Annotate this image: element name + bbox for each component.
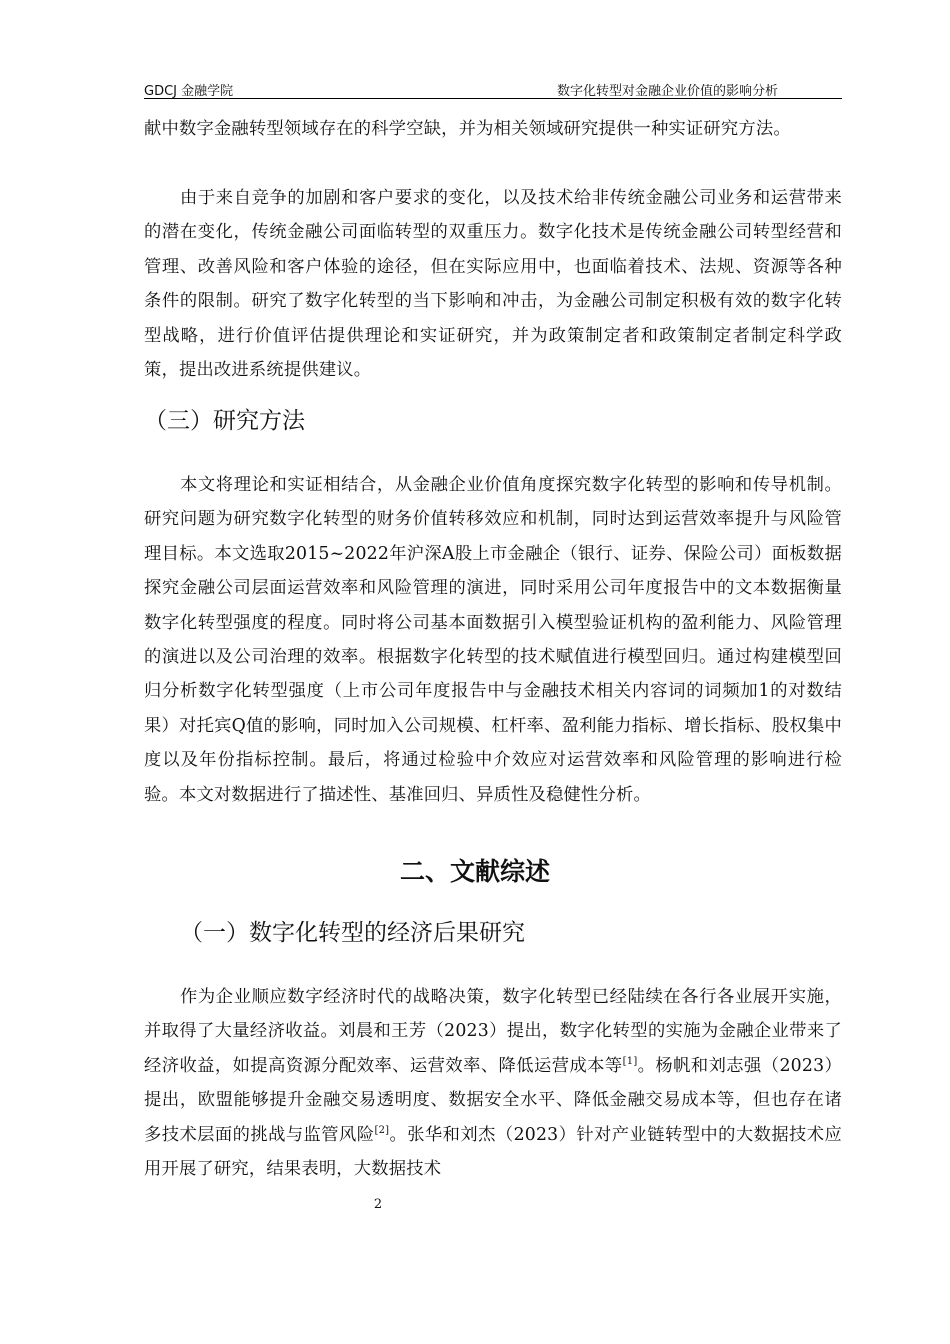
header-institution: GDCJ 金融学院 bbox=[144, 84, 234, 99]
paragraph-methods: 本文将理论和实证相结合，从金融企业价值角度探究数字化转型的影响和传导机制。研究问题为研究数字化转型的财务价值转移效应和机制，同时达到运营效率提升与风险管理目标。本文选取2015~2022年沪深A股上市金融企（银行、证券、保险公司）面板数据探究金融公司层面运营效率和风险管理的演进，同时采用公司年度报告中的文本数据衡量数字化转型强度的程度。同时将公司基本面数据引入模型验证机构的盈利能力、风险管理的演进以及公司治理的效率。根据数字化转型的技术赋值进行模型回归。通过构建模型回归分析数字化转型强度（上市公司年度报告中与金融技术相关内容词的词频加1的对数结果）对托宾Q值的影响，同时加入公司规模、杠杆率、盈利能力指标、增长指标、股权集中度以及年份指标控制。最后，将通过检验中介效应对运营效率和风险管理的影响进行检验。本文对数据进行了描述性、基准回归、异质性及稳健性分析。 bbox=[144, 475, 842, 805]
header-paper-title: 数字化转型对金融企业价值的影响分析 bbox=[556, 84, 778, 99]
page-number: 2 bbox=[373, 1197, 383, 1212]
chapter-heading-literature-review: 二、文献综述 bbox=[399, 857, 550, 886]
paragraph-continuation: 献中数字金融转型领域存在的科学空缺，并为相关领域研究提供一种实证研究方法。 bbox=[144, 119, 791, 139]
paragraph-text: 作为企业顺应数字经济时代的战略决策，数字化转型已经陆续在各行各业展开实施，并取得了大量经济收益。刘晨和王芳（2023）提出，数字化转型的实施为金融企业带来了经济收益，如提高资源分配效率、运营效率、降低运营成本等 bbox=[144, 987, 842, 1076]
paragraph-text: 。张华和刘杰（2023）针对产业链转型中的大数据技术应用开展了研究，结果表明，大数据技术 bbox=[144, 1124, 842, 1180]
paragraph-background: 由于来自竞争的加剧和客户要求的变化，以及技术给非传统金融公司业务和运营带来的潜在变化，传统金融公司面临转型的双重压力。数字化技术是传统金融公司转型经营和管理、改善风险和客户体验的途径，但在实际应用中，也面临着技术、法规、资源等各种条件的限制。研究了数字化转型的当下影响和冲击，为金融公司制定积极有效的数字化转型战略，进行价值评估提供理论和实证研究，并为政策制定者和政策制定者制定科学政策，提出改进系统提供建议。 bbox=[144, 188, 842, 381]
section-heading-economic-consequences: （一）数字化转型的经济后果研究 bbox=[180, 920, 525, 946]
running-header bbox=[144, 80, 842, 99]
citation-ref: [1] bbox=[622, 1056, 638, 1068]
paragraph-text: 。杨帆和刘志强（2023）提出，欧盟能够提升金融交易透明度、数据安全水平、降低金融交易成本等，但也存在诸多技术层面的挑战与监管风险 bbox=[144, 1055, 842, 1145]
paragraph-literature bbox=[144, 980, 842, 1186]
citation-ref: [2] bbox=[374, 1124, 390, 1136]
section-heading-methods: （三）研究方法 bbox=[144, 408, 305, 434]
